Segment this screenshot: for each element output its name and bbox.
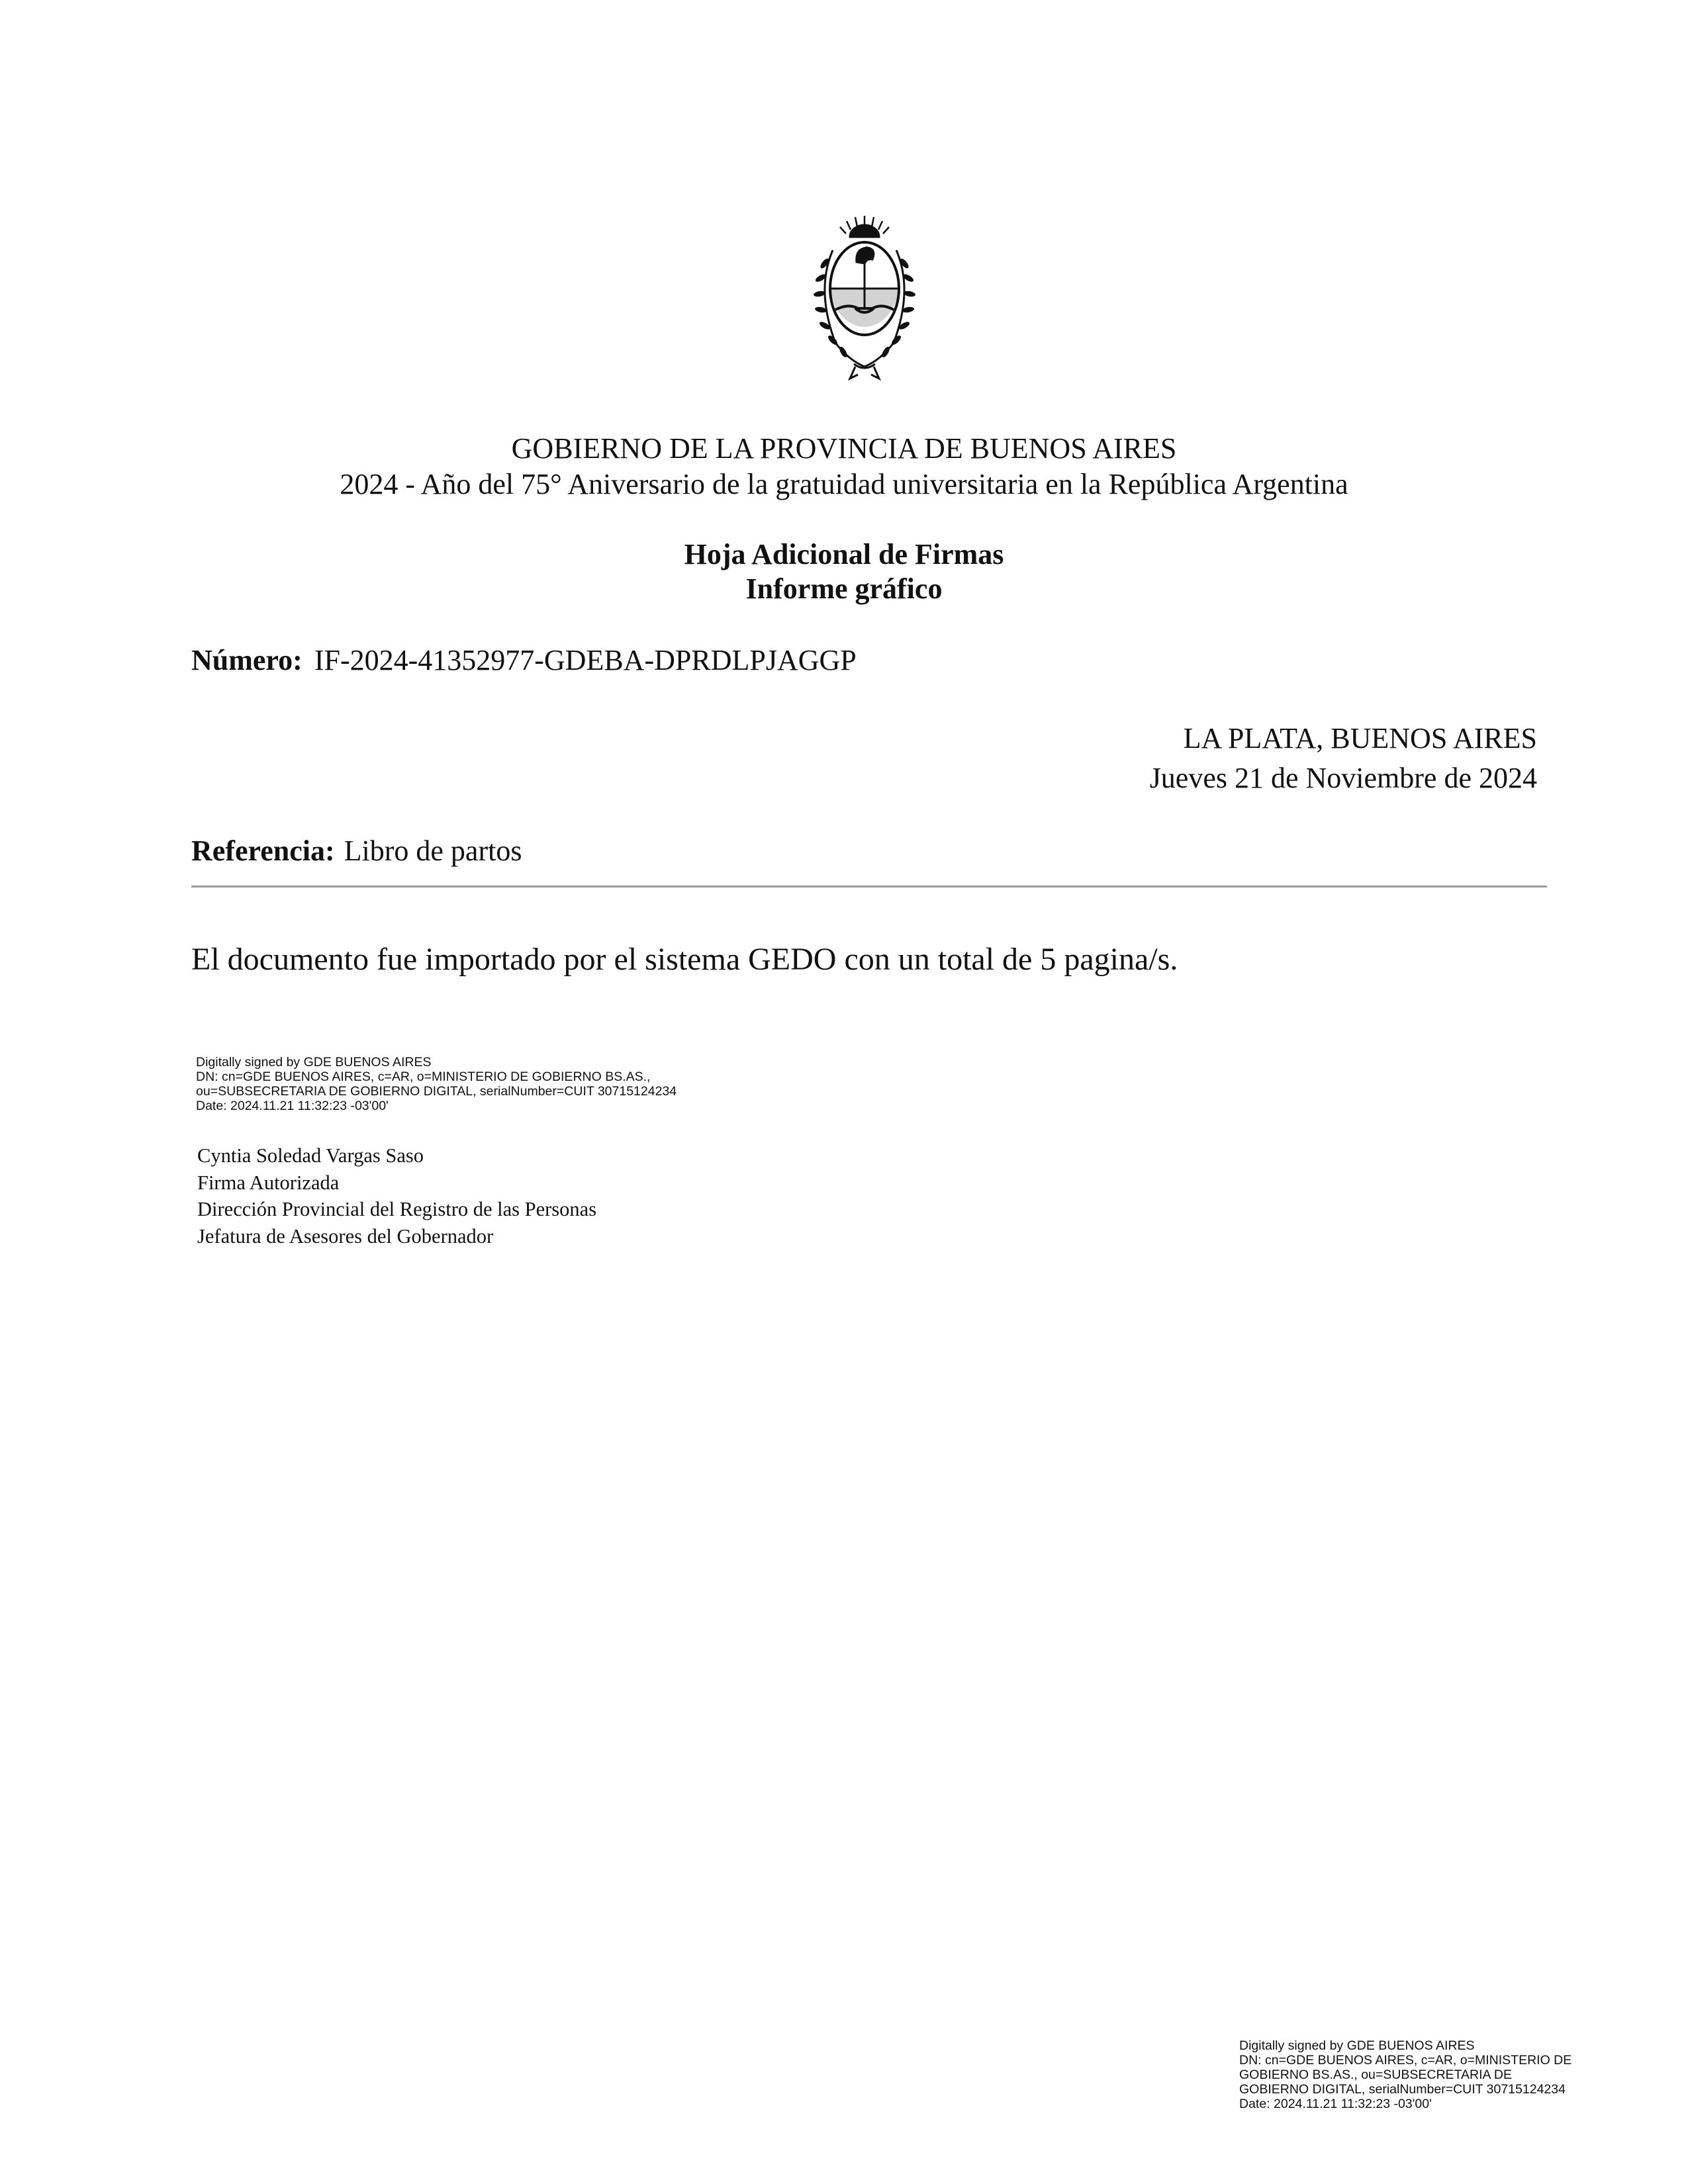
document-place: LA PLATA, BUENOS AIRES <box>1183 722 1537 754</box>
signature-stamp-line: Date: 2024.11.21 11:32:23 -03'00' <box>196 1099 389 1113</box>
signer-office: Jefatura de Asesores del Gobernador <box>197 1224 494 1248</box>
document-reference-value: Libro de partos <box>344 835 522 867</box>
signer-name: Cyntia Soledad Vargas Saso <box>197 1144 424 1167</box>
signature-stamp-line: Date: 2024.11.21 11:32:23 -03'00' <box>1239 2097 1432 2111</box>
digital-signature-stamp-footer <box>1239 2038 1571 2111</box>
signature-stamp-line: DN: cn=GDE BUENOS AIRES, c=AR, o=MINISTERIO DE GOBIERNO BS.AS., <box>196 1069 651 1084</box>
signature-stamp-line: DN: cn=GDE BUENOS AIRES, c=AR, o=MINISTERIO DE <box>1239 2053 1572 2068</box>
document-number-value: IF-2024-41352977-GDEBA-DPRDLPJAGGP <box>314 644 857 676</box>
signer-role: Firma Autorizada <box>197 1171 340 1194</box>
government-title: GOBIERNO DE LA PROVINCIA DE BUENOS AIRES <box>511 432 1177 465</box>
digital-signature-stamp <box>196 1055 677 1113</box>
document-body: El documento fue importado por el sistema GEDO con un total de 5 pagina/s. <box>191 942 1178 977</box>
signer-department: Dirección Provincial del Registro de las Personas <box>197 1198 597 1220</box>
document-reference-label: Referencia: <box>191 835 335 867</box>
signature-stamp-line: GOBIERNO DIGITAL, serialNumber=CUIT 30715124234 <box>1239 2082 1566 2097</box>
document-number <box>191 643 857 677</box>
signature-stamp-line: Digitally signed by GDE BUENOS AIRES <box>1239 2038 1475 2053</box>
document-date: Jueves 21 de Noviembre de 2024 <box>1149 762 1537 794</box>
divider-line <box>191 886 1547 887</box>
document-reference <box>191 834 522 868</box>
document-subtitle: Informe gráfico <box>745 572 943 605</box>
signature-stamp-line: Digitally signed by GDE BUENOS AIRES <box>196 1055 432 1069</box>
signature-stamp-line: GOBIERNO BS.AS., ou=SUBSECRETARIA DE <box>1239 2068 1512 2082</box>
coat-of-arms-icon <box>809 210 920 381</box>
signer-block <box>197 1142 596 1250</box>
document-number-label: Número: <box>191 644 303 676</box>
document-title: Hoja Adicional de Firmas <box>684 538 1004 570</box>
government-motto: 2024 - Año del 75° Aniversario de la gratuidad universitaria en la República Argentina <box>340 468 1348 500</box>
signature-stamp-line: ou=SUBSECRETARIA DE GOBIERNO DIGITAL, serialNumber=CUIT 30715124234 <box>196 1084 677 1099</box>
